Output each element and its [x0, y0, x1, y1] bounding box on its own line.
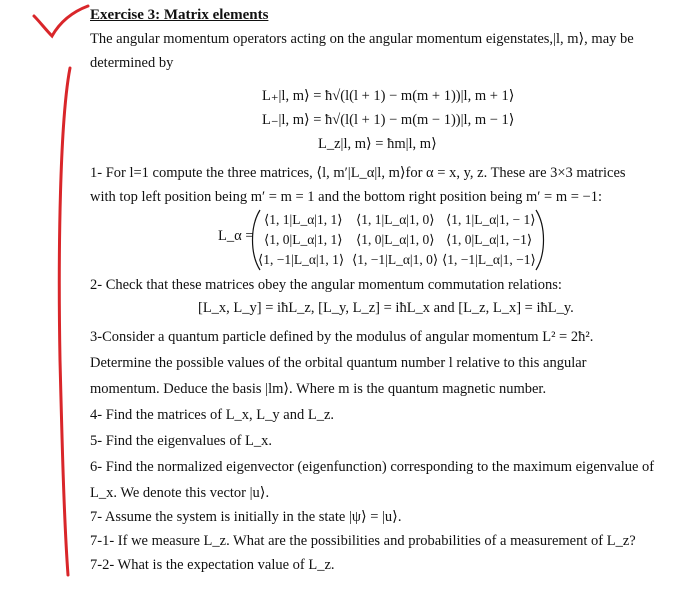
question-6-line-1: 6- Find the normalized eigenvector (eigenfunction) corresponding to the maximum eigenvalue of — [90, 459, 655, 475]
red-bracket-line — [59, 68, 70, 575]
matrix-cell: ⟨1, 1|L_α|1, 0⟩ — [356, 212, 435, 227]
question-7: 7- Assume the system is initially in the state |ψ⟩ = |u⟩. — [90, 509, 402, 525]
intro-line-1: The angular momentum operators acting on the angular momentum eigenstates,|l, m⟩, may be — [90, 31, 634, 47]
red-checkmark — [34, 6, 88, 36]
matrix-cell: ⟨1, 0|L_α|1, 1⟩ — [264, 232, 343, 247]
matrix-cell: ⟨1, −1|L_α|1, 0⟩ — [352, 252, 439, 267]
matrix-label: L_α = — [218, 228, 254, 244]
intro-line-2: determined by — [90, 55, 174, 71]
question-5: 5- Find the eigenvalues of L_x. — [90, 433, 273, 449]
matrix-l-alpha — [218, 208, 548, 272]
matrix-cell: ⟨1, 1|L_α|1, − 1⟩ — [446, 212, 536, 227]
matrix-cell: ⟨1, 1|L_α|1, 1⟩ — [264, 212, 343, 227]
equation-lowering: L₋|l, m⟩ = ħ√(l(l + 1) − m(m − 1))|l, m − 1⟩ — [262, 112, 515, 128]
right-paren — [536, 210, 544, 270]
equation-lz: L_z|l, m⟩ = ħm|l, m⟩ — [318, 136, 437, 152]
exercise-title-text: Exercise 3: Matrix elements — [90, 7, 269, 23]
question-2-line-1: 2- Check that these matrices obey the angular momentum commutation relations: — [90, 277, 562, 293]
matrix-cell: ⟨1, 0|L_α|1, 0⟩ — [356, 232, 435, 247]
matrix-cell: ⟨1, −1|L_α|1, 1⟩ — [258, 252, 345, 267]
matrix-cell: ⟨1, 0|L_α|1, −1⟩ — [446, 232, 533, 247]
question-4: 4- Find the matrices of L_x, L_y and L_z. — [90, 407, 335, 423]
question-3-line-2: Determine the possible values of the orbital quantum number l relative to this angular — [90, 355, 587, 371]
question-3-line-1: 3-Consider a quantum particle defined by the modulus of angular momentum L² = 2ħ². — [90, 329, 594, 345]
exercise-title — [90, 6, 268, 24]
matrix-cell: ⟨1, −1|L_α|1, −1⟩ — [442, 252, 536, 267]
question-1-line-2: with top left position being m′ = m = 1 and the bottom right position being m′ = m = −1: — [90, 189, 603, 205]
equation-raising: L₊|l, m⟩ = ħ√(l(l + 1) − m(m + 1))|l, m + 1⟩ — [262, 88, 515, 104]
question-3-line-3: momentum. Deduce the basis |lm⟩. Where m is the quantum magnetic number. — [90, 381, 547, 397]
question-7-2: 7-2- What is the expectation value of L_z. — [90, 557, 335, 573]
question-6-line-2: L_x. We denote this vector |u⟩. — [90, 485, 270, 501]
question-1-line-1: 1- For l=1 compute the three matrices, ⟨l, m′|L_α|l, m⟩for α = x, y, z. These are 3×3 matrices — [90, 165, 626, 181]
question-7-1: 7-1- If we measure L_z. What are the possibilities and probabilities of a measurement of L_z? — [90, 533, 636, 549]
commutation-relations: [L_x, L_y] = iħL_z, [L_y, L_z] = iħL_x and [L_z, L_x] = iħL_y. — [198, 300, 574, 316]
